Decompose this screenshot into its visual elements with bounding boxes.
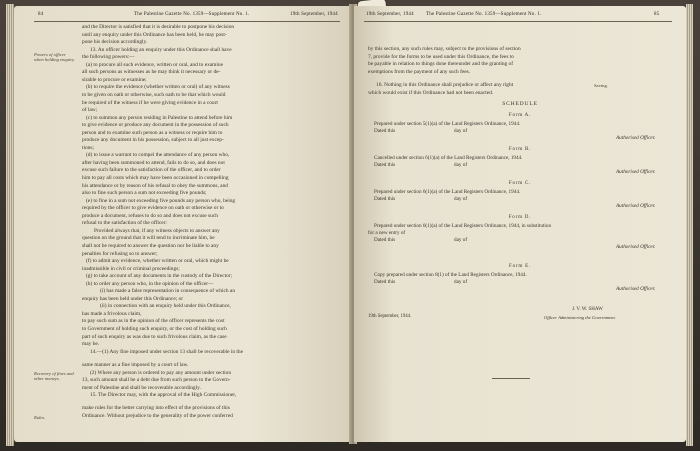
left-body-line: produce a document, refuses to do so and does not excuse such <box>82 212 218 219</box>
form-title: Form A. <box>508 113 532 118</box>
form-text: Cancelled under section 6(1)(a) of the Land Registers Ordinance, 1944. <box>374 155 523 161</box>
left-body-line: Provided always that, if any witness objects to answer any <box>94 227 220 234</box>
form-text: Prepared under section 6(1)(a) of the Land Registers Ordinance, 1944. <box>374 189 521 195</box>
form-dated: Dated this <box>374 128 396 134</box>
left-body-line: has made a frivolous claim, <box>82 310 142 317</box>
form-dated: Dated this <box>374 237 396 243</box>
left-body-line: until any enquiry under this Ordinance has been held, he may post- <box>82 31 227 38</box>
form-title: Form D. <box>508 215 532 220</box>
signatory-title: Officer Administering the Government. <box>544 315 616 320</box>
left-body-line: all such persons as witnesses as he may think it necessary or de- <box>82 69 221 76</box>
left-header-rule <box>34 21 340 22</box>
left-body-line: part of such enquiry as was due to such frivolous claim, as the case <box>82 333 227 340</box>
form-title: Form C. <box>508 181 532 186</box>
form-signature: Authorised Officer. <box>616 135 656 141</box>
left-body-line: also to fine such person a sum not exceeding five pounds; <box>82 190 207 197</box>
form-text: Prepared under section 6(1)(a) of the Land Registers Ordinance, 1944, in substitution <box>374 223 552 229</box>
left-body-line: shall not be required to answer the question nor be liable to any <box>82 242 219 249</box>
left-body-line: sirable to procure or examine; <box>82 76 147 83</box>
margin-note: Recovery of fines and other moneys. <box>34 371 74 381</box>
form-signature: Authorised Officer. <box>616 169 656 175</box>
left-body-line: the following powers:— <box>82 54 135 61</box>
form-signature: Authorised Officer. <box>616 286 656 292</box>
left-header-date: 19th September, 1944 <box>290 12 338 17</box>
left-page-edge <box>6 4 14 446</box>
left-body-line: 14.—(1) Any fine imposed under section 13 shall be recoverable in the <box>90 348 243 355</box>
form-title: Form E. <box>509 264 531 269</box>
left-body-line: excuse such failure to the satisfaction of the officer, and to order <box>82 167 221 174</box>
left-body-line: (2) Where any person is ordered to pay any amount under section <box>90 369 232 376</box>
left-body-line: make rules for the better carrying into effect of the provisions of this <box>82 404 230 411</box>
left-body-line: (f) to admit any evidence, whether written or oral, which might be <box>86 258 229 265</box>
form-dated: Dated this <box>374 196 396 202</box>
left-body-line: (g) to take account of any documents in the custody of the Director; <box>86 273 233 280</box>
closing-date: 19th September, 1944. <box>368 314 412 319</box>
left-body-line: (d) to issue a warrant to compel the attendance of any person who, <box>86 152 230 159</box>
left-body-line: inadmissible in civil or criminal proceedings; <box>82 265 180 272</box>
form-signature: Authorised Officer. <box>616 203 656 209</box>
form-day-of: day of <box>454 128 468 134</box>
left-body-line: to pay such sum as in the opinion of the officer represents the cost <box>82 318 225 325</box>
form-dated: Dated this <box>374 162 396 168</box>
left-body-line: (e) to fine in a sum not exceeding five pounds any person who, being <box>86 197 236 204</box>
left-body-line: of law; <box>82 107 98 114</box>
left-body-line: person and to examine such person as a witness or require him to <box>82 129 223 136</box>
left-body-line: (i) has made a false representation in consequence of which an <box>100 288 236 295</box>
left-body-line: pone his decision accordingly. <box>82 39 148 46</box>
left-body-line: to Government of holding such enquiry, or the cost of holding such <box>82 326 227 332</box>
left-body-line: penalties for refusing so to answer; <box>82 250 158 257</box>
margin-note: Rules. <box>34 415 46 420</box>
right-intro-line: by this section, any such rules may, subject to the provisions of section <box>368 46 521 52</box>
right-header-date: 19th September, 1944 <box>366 12 414 17</box>
right-page-edge <box>686 4 693 446</box>
left-body-line: 15. The Director may, with the approval of the High Commissioner, <box>90 392 237 399</box>
form-day-of: day of <box>454 237 468 243</box>
signatory-name: J. V. W. SHAW <box>572 307 603 312</box>
left-body-line: question on the ground that it will tend to incriminate him, he <box>82 235 215 242</box>
left-body-line: same manner as a fine imposed by a court of law. <box>82 362 189 369</box>
left-body-line: may be. <box>82 341 100 348</box>
left-body-line: be required of the witness if he were giving evidence in a court <box>82 99 218 106</box>
left-body-line: ment of Palestine and shall be recoverable accordingly. <box>82 384 201 391</box>
left-body-line: and the Director is satisfied that it is desirable to postpone his decision <box>82 24 235 30</box>
left-body-line: his attendance or by reason of his refusal to obey the summons, and <box>82 182 228 189</box>
margin-note-saving: Saving. <box>594 83 608 88</box>
left-body-line: tions; <box>82 144 94 151</box>
left-body-line: him to pay all costs which may have been occasioned in compelling <box>82 175 229 181</box>
form-day-of: day of <box>454 196 468 202</box>
left-body-line: Ordinance. Without prejudice to the generality of the power conferred <box>82 412 233 419</box>
right-running-head: The Palestine Gazette No. 1359—Supplement No. 1. <box>426 12 542 17</box>
left-page <box>14 6 352 442</box>
left-body-line: after having been summoned to attend, fails to do so, and does not <box>82 159 225 166</box>
form-day-of: day of <box>454 279 468 285</box>
form-text: Copy prepared under section 8(1) of the Land Registers Ordinance, 1944. <box>374 272 527 278</box>
left-body-line: (c) to summon any person residing in Palestine to attend before him <box>86 114 233 121</box>
right-intro-line: 16. Nothing in this Ordinance shall prejudice or affect any right <box>376 82 514 89</box>
left-running-head: The Palestine Gazette No. 1359—Supplement No. 1. <box>134 12 250 17</box>
left-body-line: 13. An officer holding an enquiry under this Ordinance shall have <box>90 46 232 53</box>
right-intro-line: be payable in relation to things done thereunder and the granting of <box>368 61 514 68</box>
right-intro-line: 7, provide for the forms to be used under this Ordinance, the fees to <box>368 53 514 60</box>
left-body-line: enquiry has been held under this Ordinance; or <box>82 295 184 302</box>
form-title: Form B. <box>508 147 532 152</box>
right-intro-line: exemptions from the payment of any such fees. <box>368 68 471 75</box>
form-dated: Dated this <box>374 279 396 285</box>
right-intro-line: which would exist if this Ordinance had not been enacted. <box>368 90 494 96</box>
left-body-line: (ii) in connection with an enquiry held under this Ordinance, <box>100 303 231 310</box>
left-body-line: (b) to require the evidence (whether written or oral) of any witness <box>86 84 230 91</box>
left-body-line: (a) to procure all such evidence, written or oral, and to examine <box>86 61 223 68</box>
left-body-line: required by the officer to give evidence on oath or otherwise or to <box>82 205 224 212</box>
end-rule <box>492 378 530 379</box>
schedule-heading: SCHEDULE <box>502 101 538 107</box>
left-page-number: 84 <box>38 12 44 17</box>
form-day-of: day of <box>454 162 468 168</box>
right-page <box>354 6 686 442</box>
left-body-line: 13, such amount shall be a debt due from such person to the Govern- <box>82 377 231 384</box>
left-body-line: to be given on oath or otherwise, such oath to be that which would <box>82 91 226 98</box>
left-body-line: refusal to the satisfaction of the officer: <box>82 220 167 227</box>
right-page-number: 85 <box>654 12 660 17</box>
left-body-line: to give evidence or produce any document in the possession of such <box>82 122 229 129</box>
right-header-rule <box>364 21 672 22</box>
left-body-line: (h) to order any person who, in the opinion of the officer— <box>86 280 214 287</box>
left-body-line: produce any document in his possession, subject to all just excep- <box>82 137 224 144</box>
form-signature: Authorised Officer. <box>616 244 656 250</box>
form-text: Prepared under section 5(1)(a) of the Land Registers Ordinance, 1944. <box>374 121 521 127</box>
form-text-continued: for a new entry of <box>368 230 406 236</box>
margin-note: Powers of officer when holding enquiry. <box>34 52 75 62</box>
